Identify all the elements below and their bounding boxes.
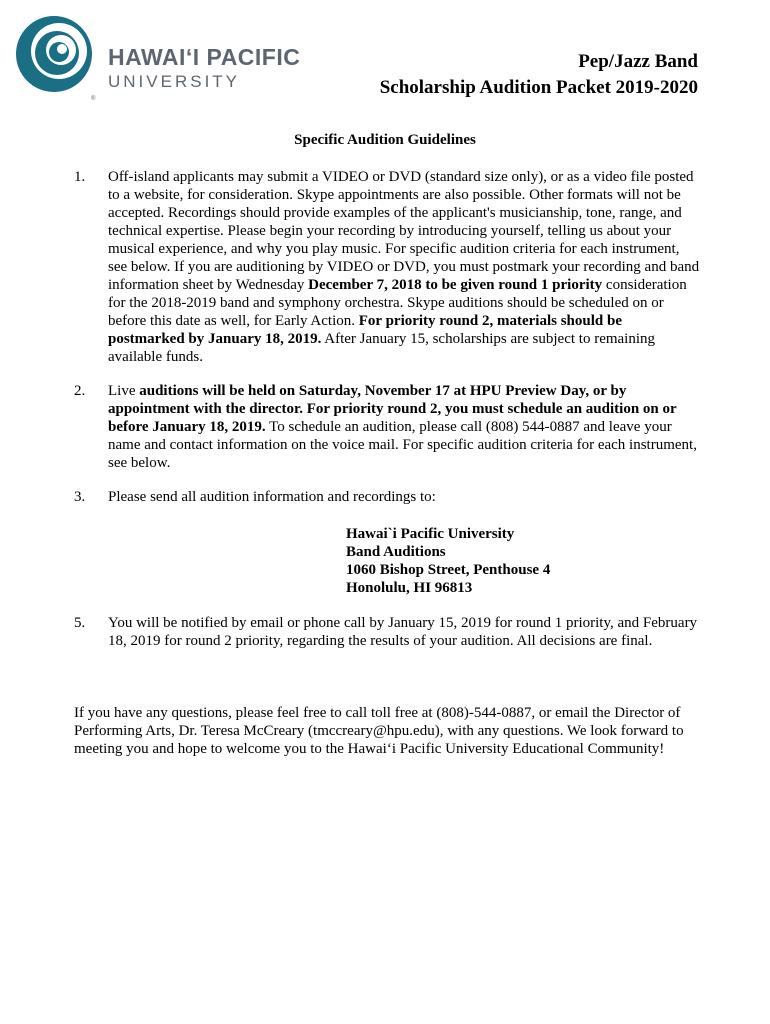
item-text: You will be notified by email or phone call by January 15, 2019 for round 1 priority, and February 18, 2019 for round 2 priority, regarding the results of your audition. All decisions are final. <box>108 615 698 649</box>
address-line-4: Honolulu, HI 96813 <box>346 580 473 596</box>
item-number: 2. <box>74 383 86 399</box>
closing-paragraph: If you have any questions, please feel free to call toll free at (808)-544-0887, or email the Director of Performing Arts, Dr. Teresa McCreary (tmccreary@hpu.edu), with any questions. We look forward to meeting you and hope to welcome you to the Hawai‘i Pacific University Educational Community! <box>74 705 684 757</box>
address-line-1: Hawai`i Pacific University <box>346 526 515 542</box>
item-number: 1. <box>74 169 86 185</box>
item-number: 5. <box>74 615 86 631</box>
logo-name-line1: HAWAI‘I PACIFIC <box>108 44 301 70</box>
logo-name-line2: UNIVERSITY <box>108 72 241 91</box>
guideline-item-5 <box>74 614 700 650</box>
guideline-item-1 <box>74 168 700 366</box>
section-title: Specific Audition Guidelines <box>294 132 476 148</box>
item-text: Please send all audition information and recordings to: <box>108 489 436 505</box>
item-number: 3. <box>74 489 86 505</box>
item-text: Live auditions will be held on Saturday, November 17 at HPU Preview Day, or by appointment with the director. For priority round 2, you must schedule an audition on or before January 18, 2019. To schedule an audition, please call (808) 544-0887 and leave your name and contact information on the voice mail. For specific audition criteria for each instrument, see below. <box>108 383 697 471</box>
address-line-3: 1060 Bishop Street, Penthouse 4 <box>346 562 551 578</box>
item-text: Off-island applicants may submit a VIDEO or DVD (standard size only), or as a video file posted to a website, for consideration. Skype appointments are also possible. Other formats will not be accepted. Recordings should provide examples of the applicant's musicianship, tone, range, and technical expertise. Please begin your recording by introducing yourself, telling us about your musical experience, and why you play music. For specific audition criteria for each instrument, see below. If you are auditioning by VIDEO or DVD, you must postmark your recording and band information sheet by Wednesday December 7, 2018 to be given round 1 priority consideration for the 2018-2019 band and symphony orchestra. Skype auditions should be scheduled on or before this date as well, for Early Action. For priority round 2, materials should be postmarked by January 18, 2019. After January 15, scholarships are subject to remaining available funds. <box>108 169 700 365</box>
title-line-2: Scholarship Audition Packet 2019-2020 <box>379 77 698 98</box>
hpu-wave-logo-icon <box>14 14 94 94</box>
guideline-item-3 <box>74 488 700 506</box>
title-line-1: Pep/Jazz Band <box>578 51 698 72</box>
address-line-2: Band Auditions <box>346 544 446 560</box>
document-title <box>380 49 698 101</box>
mailing-address <box>346 525 550 597</box>
university-logo <box>14 14 314 102</box>
registered-mark: ® <box>91 96 96 102</box>
guideline-item-2 <box>74 382 700 472</box>
